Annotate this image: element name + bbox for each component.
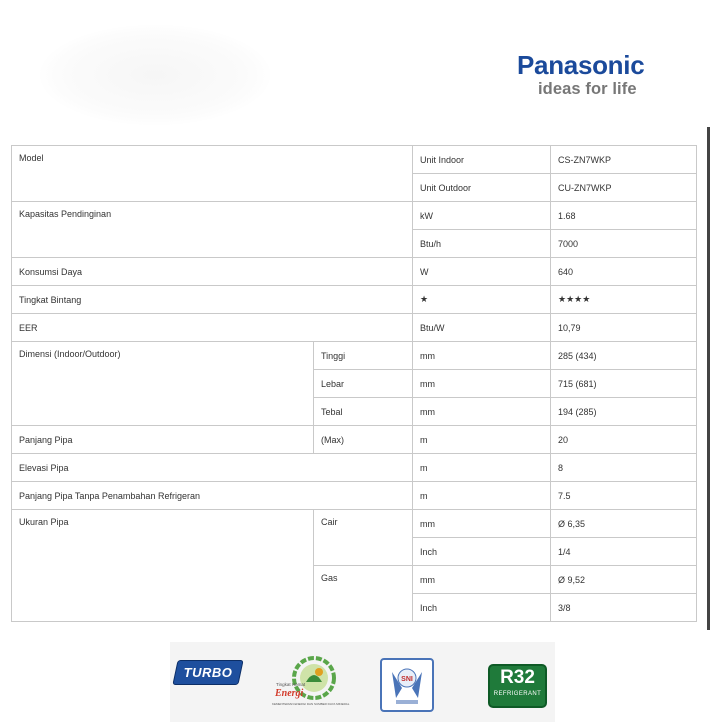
pipe-no-refrigerant-value: 7.5 (551, 482, 697, 510)
brand-logo (517, 50, 644, 98)
dimension-unit-depth: mm (413, 398, 551, 426)
pipe-length-sub: (Max) (314, 426, 413, 454)
pipe-length-value: 20 (551, 426, 697, 454)
star-unit: ★ (413, 286, 551, 314)
pipe-size-liquid-label: Cair (314, 510, 413, 566)
elevation-value: 8 (551, 454, 697, 482)
pipe-length-unit: m (413, 426, 551, 454)
capacity-unit-btu: Btu/h (413, 230, 551, 258)
power-value: 640 (551, 258, 697, 286)
dimension-value-height: 285 (434) (551, 342, 697, 370)
pipe-size-gas-unit-inch: Inch (413, 594, 551, 622)
refrigerant-text: REFRIGERANT (493, 691, 542, 697)
energy-saving-badge (270, 648, 350, 712)
energy-badge-top-text: Tingkat Hemat (276, 682, 306, 687)
row-label-elevation: Elevasi Pipa (12, 454, 413, 482)
unit-outdoor-value: CU-ZN7WKP (551, 174, 697, 202)
power-unit: W (413, 258, 551, 286)
row-label-pipe-no-refrigerant: Panjang Pipa Tanpa Penambahan Refrigeran (12, 482, 413, 510)
dimension-sub-height: Tinggi (314, 342, 413, 370)
eer-unit: Btu/W (413, 314, 551, 342)
table-row (12, 510, 697, 538)
dimension-sub-depth: Tebal (314, 398, 413, 426)
unit-indoor-value: CS-ZN7WKP (551, 146, 697, 174)
capacity-value-kw: 1.68 (551, 202, 697, 230)
row-label-pipe-size: Ukuran Pipa (12, 510, 314, 622)
faded-background-swoosh (40, 25, 270, 125)
sni-text: SNI (401, 676, 413, 683)
spec-table (11, 145, 697, 622)
table-row (12, 482, 697, 510)
row-label-dimension: Dimensi (Indoor/Outdoor) (12, 342, 314, 426)
energy-badge-bottom-text: KEMENTERIAN ENERGI DAN SUMBER DAYA MINERAL (272, 702, 350, 706)
eer-value: 10,79 (551, 314, 697, 342)
pipe-size-gas-value-mm: Ø 9,52 (551, 566, 697, 594)
pipe-no-refrigerant-unit: m (413, 482, 551, 510)
row-label-pipe-length: Panjang Pipa (12, 426, 314, 454)
dimension-value-width: 715 (681) (551, 370, 697, 398)
dimension-value-depth: 194 (285) (551, 398, 697, 426)
row-label-model: Model (12, 146, 413, 202)
dimension-unit-width: mm (413, 370, 551, 398)
brand-tagline: ideas for life (538, 80, 637, 98)
sni-ribbon (396, 700, 418, 704)
capacity-value-btu: 7000 (551, 230, 697, 258)
turbo-badge (172, 660, 243, 685)
dimension-unit-height: mm (413, 342, 551, 370)
turbo-text: TURBO (183, 665, 233, 680)
table-row (12, 258, 697, 286)
row-label-power: Konsumsi Daya (12, 258, 413, 286)
elevation-unit: m (413, 454, 551, 482)
pipe-size-liquid-value-inch: 1/4 (551, 538, 697, 566)
unit-indoor-label: Unit Indoor (413, 146, 551, 174)
badges-strip (170, 642, 555, 722)
table-row (12, 454, 697, 482)
star-value: ★★★★ (551, 286, 697, 314)
star-icon (315, 668, 323, 676)
pipe-size-gas-value-inch: 3/8 (551, 594, 697, 622)
table-row (12, 314, 697, 342)
table-row (12, 342, 697, 370)
table-row (12, 202, 697, 230)
pipe-size-liquid-unit-inch: Inch (413, 538, 551, 566)
row-label-star: Tingkat Bintang (12, 286, 413, 314)
table-row (12, 286, 697, 314)
table-row (12, 146, 697, 174)
pipe-size-liquid-value-mm: Ø 6,35 (551, 510, 697, 538)
row-label-capacity: Kapasitas Pendinginan (12, 202, 413, 258)
brand-name: Panasonic (517, 50, 645, 80)
right-edge-bar (707, 127, 710, 630)
table-row (12, 426, 697, 454)
energy-badge-word: Energi (275, 688, 304, 699)
sni-badge (380, 658, 434, 712)
pipe-size-gas-label: Gas (314, 566, 413, 622)
row-label-eer: EER (12, 314, 413, 342)
pipe-size-liquid-unit-mm: mm (413, 510, 551, 538)
dimension-sub-width: Lebar (314, 370, 413, 398)
capacity-unit-kw: kW (413, 202, 551, 230)
pipe-size-gas-unit-mm: mm (413, 566, 551, 594)
r32-refrigerant-badge (488, 664, 547, 708)
r32-text: R32 (500, 667, 535, 688)
unit-outdoor-label: Unit Outdoor (413, 174, 551, 202)
